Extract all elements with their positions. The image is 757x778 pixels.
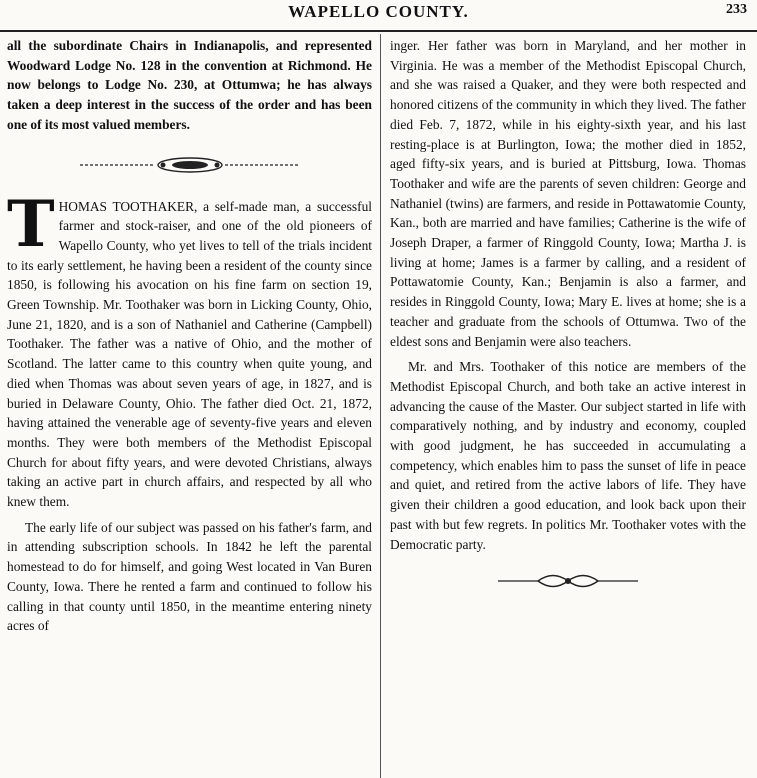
drop-cap: T — [7, 186, 55, 262]
page-number: 233 — [726, 2, 747, 17]
early-life-paragraph: The early life of our subject was passed on his father's farm, and in attending subscription schools. In 1842 he left the parental homestead to do for himself, and going West located in Van Buren County, Iowa. There he rented a farm and continued to follow his calling in that county until 1850, in the meantime entering ninety acres of — [7, 519, 372, 634]
continuation-paragraph-right: inger. Her father was born in Maryland, and her mother in Virginia. He was a member of the Methodist Episcopal Church, and she was raised a Quaker, and they were both respected and honored citizens of the community in which they lived. The father died Feb. 7, 1872, while in his eighty-sixth year, and his last resting-place is at Burlington, Iowa; the mother died in 1852, aged fifty-six years, and is buried at Pittsburg, Iowa. Thomas Toothaker and wife are the parents of seven children: George and Nathaniel (twins) are farmers, and reside in Pottawatomie County, Kan., both are married and have families; Catherine is the wife of Joseph Draper, a farmer of Ringgold County, Iowa; Martha J. is living at home; James is a farmer by calling, and a resident of Pottawatomie County, Kan.; Benjamin is also a farmer, and resides in Ringgold County, Iowa; Mary E. lives at home; she is a teacher and graduate from the schools of Ottumwa. Two of the eldest sons and Benjamin were also teachers. — [390, 38, 746, 349]
bio-name: HOMAS TOOTHAKER, — [58, 198, 198, 214]
bio-intro: a self-made man, a successful farmer and stock-raiser, and one of the old pioneers of Wapello County, who yet lives to tell of the trials incident to its early settlement, he having been a resident of the county since 1850, is following his avocation on his fine farm on section 19, Green Township. Mr. Toothaker was born in Licking County, Ohio, June 21, 1820, and is a son of Nathaniel and Catherine (Campbell) Toothaker. The father was a native of Ohio, and the mother of Scotland. The latter came to this country when quite young, and died when Thomas was about seven years of age, in 1827, and is buried in Delaware County, Ohio. The father died Oct. 21, 1872, having attained the venerable age of seventy-five years and eleven months. They were both members of the Methodist Episcopal Church for about fifty years, and were devoted Christians, always taking an active part in church affairs, and respected by all who knew them. — [7, 198, 372, 510]
continuation-paragraph: all the subordinate Chairs in Indianapolis, and represented Woodward Lodge No. 128 in the convention at Richmond. He now belongs to Lodge No. 230, at Ottumwa; he has always taken a deep interest in the success of the order and has been one of its most valued members. — [7, 38, 372, 132]
right-column — [390, 36, 746, 614]
running-title: WAPELLO COUNTY. — [288, 2, 469, 21]
column-rule — [380, 34, 381, 778]
page-header — [0, 0, 757, 32]
bio-paragraph — [7, 186, 372, 512]
left-column — [7, 36, 372, 636]
ornament-divider-bottom — [493, 570, 643, 592]
membership-paragraph: Mr. and Mrs. Toothaker of this notice are members of the Methodist Episcopal Church, and both take an active interest in advancing the cause of the Master. Our subject started in life with comparatively nothing, and by industry and economy, coupled with good judgment, he has succeeded in accumulating a competency, which enables him to pass the sunset of life in peace and quiet, and retired from the active labors of life. They have given their children a good education, and look back upon their past with but few regrets. In politics Mr. Toothaker votes with the Democratic party. — [390, 359, 746, 552]
ornament-divider — [75, 155, 305, 175]
